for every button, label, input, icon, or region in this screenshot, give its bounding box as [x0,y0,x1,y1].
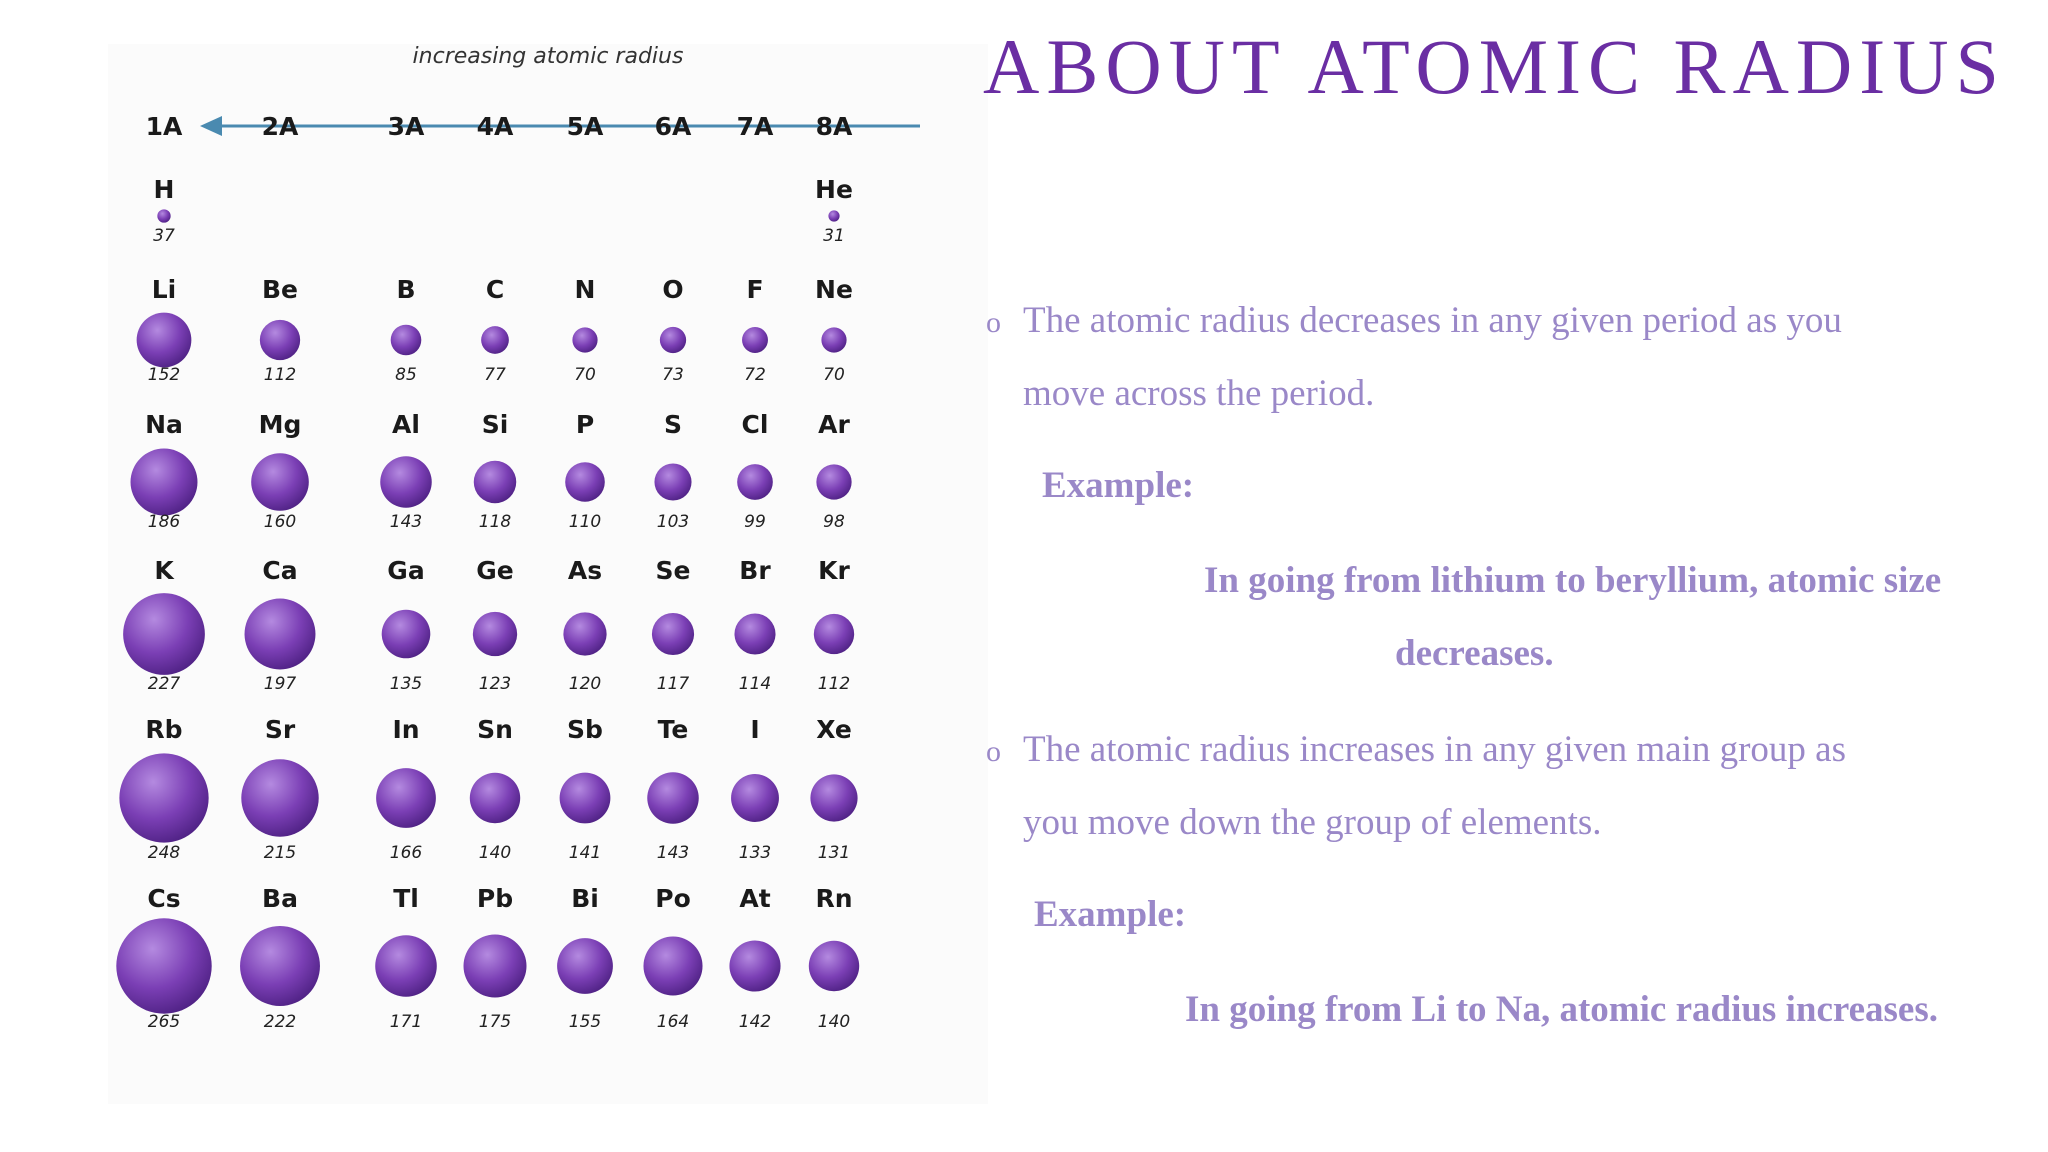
atomic-radius-value-k: 227 [147,674,181,694]
atom-circle-ga [382,610,431,659]
group-label-7a: 7A [736,112,774,141]
element-symbol-ga: Ga [387,556,425,585]
element-symbol-po: Po [655,884,691,913]
element-symbol-at: At [739,884,771,913]
atom-circle-ge [473,612,517,656]
atom-circle-cs [116,918,211,1013]
atom-circle-b [391,325,422,356]
atomic-radius-value-sn: 140 [478,843,512,863]
element-symbol-f: F [746,275,764,304]
element-symbol-se: Se [655,556,691,585]
element-symbol-cs: Cs [147,884,181,913]
atom-circle-xe [810,774,857,821]
atom-circle-sb [560,773,611,824]
atomic-radius-value-te: 143 [656,843,690,863]
atom-circle-in [376,768,436,828]
element-symbol-te: Te [657,715,689,744]
atom-circle-c [481,326,509,354]
element-symbol-rb: Rb [145,715,183,744]
element-symbol-ba: Ba [262,884,298,913]
atom-circle-be [260,320,300,360]
bullet-marker: o [986,735,1001,768]
atom-circle-pb [464,935,527,998]
element-symbol-si: Si [481,410,509,439]
atom-circle-k [123,593,205,675]
atom-circle-he [828,210,839,221]
atomic-radius-value-rn: 140 [817,1012,851,1032]
atomic-radius-figure [108,44,988,1104]
atomic-radius-value-as: 120 [568,674,602,694]
element-symbol-sb: Sb [567,715,603,744]
atom-circle-h [157,209,170,222]
element-symbol-rn: Rn [815,884,853,913]
example-label: Example: [1034,894,1187,935]
atomic-radius-value-li: 152 [147,365,181,385]
element-symbol-ge: Ge [476,556,514,585]
atomic-radius-value-rb: 248 [147,843,181,863]
atom-circle-sr [241,759,318,836]
atom-circle-cl [737,464,773,500]
element-symbol-br: Br [739,556,771,585]
atomic-radius-value-si: 118 [478,512,512,532]
atomic-radius-value-ga: 135 [389,674,423,694]
element-symbol-na: Na [145,410,183,439]
periodic-table-chart [108,44,988,1104]
element-symbol-sr: Sr [264,715,296,744]
atomic-radius-value-b: 85 [395,365,417,385]
atom-circle-rb [119,753,208,842]
atom-circle-n [572,327,597,352]
atom-circle-ne [821,327,846,352]
atomic-radius-value-o: 73 [662,365,684,385]
atom-circle-se [652,613,694,655]
element-symbol-ca: Ca [262,556,298,585]
atomic-radius-value-in: 166 [389,843,423,863]
element-symbol-li: Li [151,275,177,304]
atom-circle-mg [251,453,309,511]
element-symbol-kr: Kr [818,556,850,585]
atomic-radius-value-mg: 160 [263,512,297,532]
element-symbol-h: H [153,175,175,204]
atom-circle-i [731,774,779,822]
example-text: In going from Li to Na, atomic radius increases. [1185,989,1939,1030]
element-symbol-sn: Sn [477,715,513,744]
element-symbol-p: P [575,410,595,439]
atom-circle-s [654,463,691,500]
atom-circle-p [565,462,605,502]
atomic-radius-value-na: 186 [147,512,181,532]
atom-circle-ba [240,926,320,1006]
atom-circle-si [474,461,516,503]
element-symbol-al: Al [392,410,420,439]
atomic-radius-value-bi: 155 [568,1012,602,1032]
element-symbol-tl: Tl [393,884,419,913]
atomic-radius-value-sb: 141 [568,843,602,863]
atomic-radius-value-al: 143 [389,512,423,532]
element-symbol-xe: Xe [816,715,852,744]
atomic-radius-value-pb: 175 [478,1012,512,1032]
atom-circle-rn [809,941,859,991]
example-text: decreases. [1395,633,1554,674]
atom-circle-at [729,940,780,991]
element-symbol-in: In [392,715,420,744]
atom-circle-te [647,772,698,823]
atom-circle-al [380,456,431,507]
atomic-radius-value-kr: 112 [817,674,851,694]
atom-circle-o [660,327,686,353]
atomic-radius-value-cl: 99 [744,512,766,532]
atomic-radius-value-at: 142 [738,1012,772,1032]
element-symbol-pb: Pb [476,884,514,913]
atomic-radius-value-i: 133 [738,843,772,863]
atom-circle-tl [375,935,437,997]
element-symbol-b: B [396,275,416,304]
atomic-radius-value-be: 112 [263,365,297,385]
atomic-radius-value-c: 77 [484,365,506,385]
element-symbol-be: Be [261,275,299,304]
element-symbol-o: O [662,275,684,304]
atom-circle-ar [816,464,851,499]
group-label-1a: 1A [145,112,183,141]
atomic-radius-value-ar: 98 [823,512,845,532]
group-label-6a: 6A [654,112,692,141]
element-symbol-ne: Ne [815,275,853,304]
atom-circle-li [137,313,192,368]
group-label-4a: 4A [476,112,514,141]
element-symbol-k: K [154,556,174,585]
atomic-radius-value-p: 110 [568,512,602,532]
group-label-2a: 2A [261,112,299,141]
element-symbol-he: He [815,175,853,204]
atomic-radius-value-n: 70 [574,365,596,385]
atomic-radius-value-h: 37 [153,226,175,246]
atomic-radius-value-br: 114 [738,674,772,694]
group-label-5a: 5A [566,112,604,141]
bullet-line: you move down the group of elements. [1023,802,1602,843]
figure-title: increasing atomic radius [412,44,684,69]
atom-circle-as [563,612,606,655]
atomic-radius-value-ca: 197 [263,674,297,694]
atomic-radius-value-tl: 171 [389,1012,423,1032]
atom-circle-po [643,936,702,995]
element-symbol-s: S [663,410,683,439]
atom-circle-sn [470,773,520,823]
group-label-3a: 3A [387,112,425,141]
atom-circle-ca [245,599,316,670]
element-symbol-ar: Ar [818,410,850,439]
element-symbol-cl: Cl [741,410,769,439]
atom-circle-f [742,327,768,353]
atomic-radius-value-ba: 222 [263,1012,297,1032]
element-symbol-i: I [750,715,760,744]
bullet-line: The atomic radius increases in any given main group as [1023,729,1846,770]
element-symbol-n: N [574,275,596,304]
bullet-line: move across the period. [1023,373,1375,414]
atomic-radius-value-cs: 265 [147,1012,181,1032]
example-text: In going from lithium to beryllium, atomic size [1204,560,1942,601]
atomic-radius-value-po: 164 [656,1012,690,1032]
bullet-line: The atomic radius decreases in any given period as you [1023,300,1842,341]
atomic-radius-value-f: 72 [744,365,766,385]
example-label: Example: [1042,465,1195,506]
element-symbol-bi: Bi [571,884,599,913]
element-symbol-mg: Mg [258,410,302,439]
slide-heading: ABOUT ATOMIC RADIUS [983,23,2006,110]
atom-circle-br [734,613,775,654]
atomic-radius-value-xe: 131 [817,843,851,863]
atomic-radius-value-sr: 215 [263,843,297,863]
atomic-radius-value-ge: 123 [478,674,512,694]
atom-circle-kr [814,614,854,654]
atom-circle-bi [557,938,613,994]
element-symbol-as: As [567,556,603,585]
atom-circle-na [131,449,198,516]
atomic-radius-value-s: 103 [656,512,690,532]
bullet-marker: o [986,306,1001,339]
atomic-radius-value-ne: 70 [823,365,845,385]
atomic-radius-value-se: 117 [656,674,690,694]
element-symbol-c: C [485,275,505,304]
group-label-8a: 8A [815,112,853,141]
atomic-radius-value-he: 31 [823,226,845,246]
